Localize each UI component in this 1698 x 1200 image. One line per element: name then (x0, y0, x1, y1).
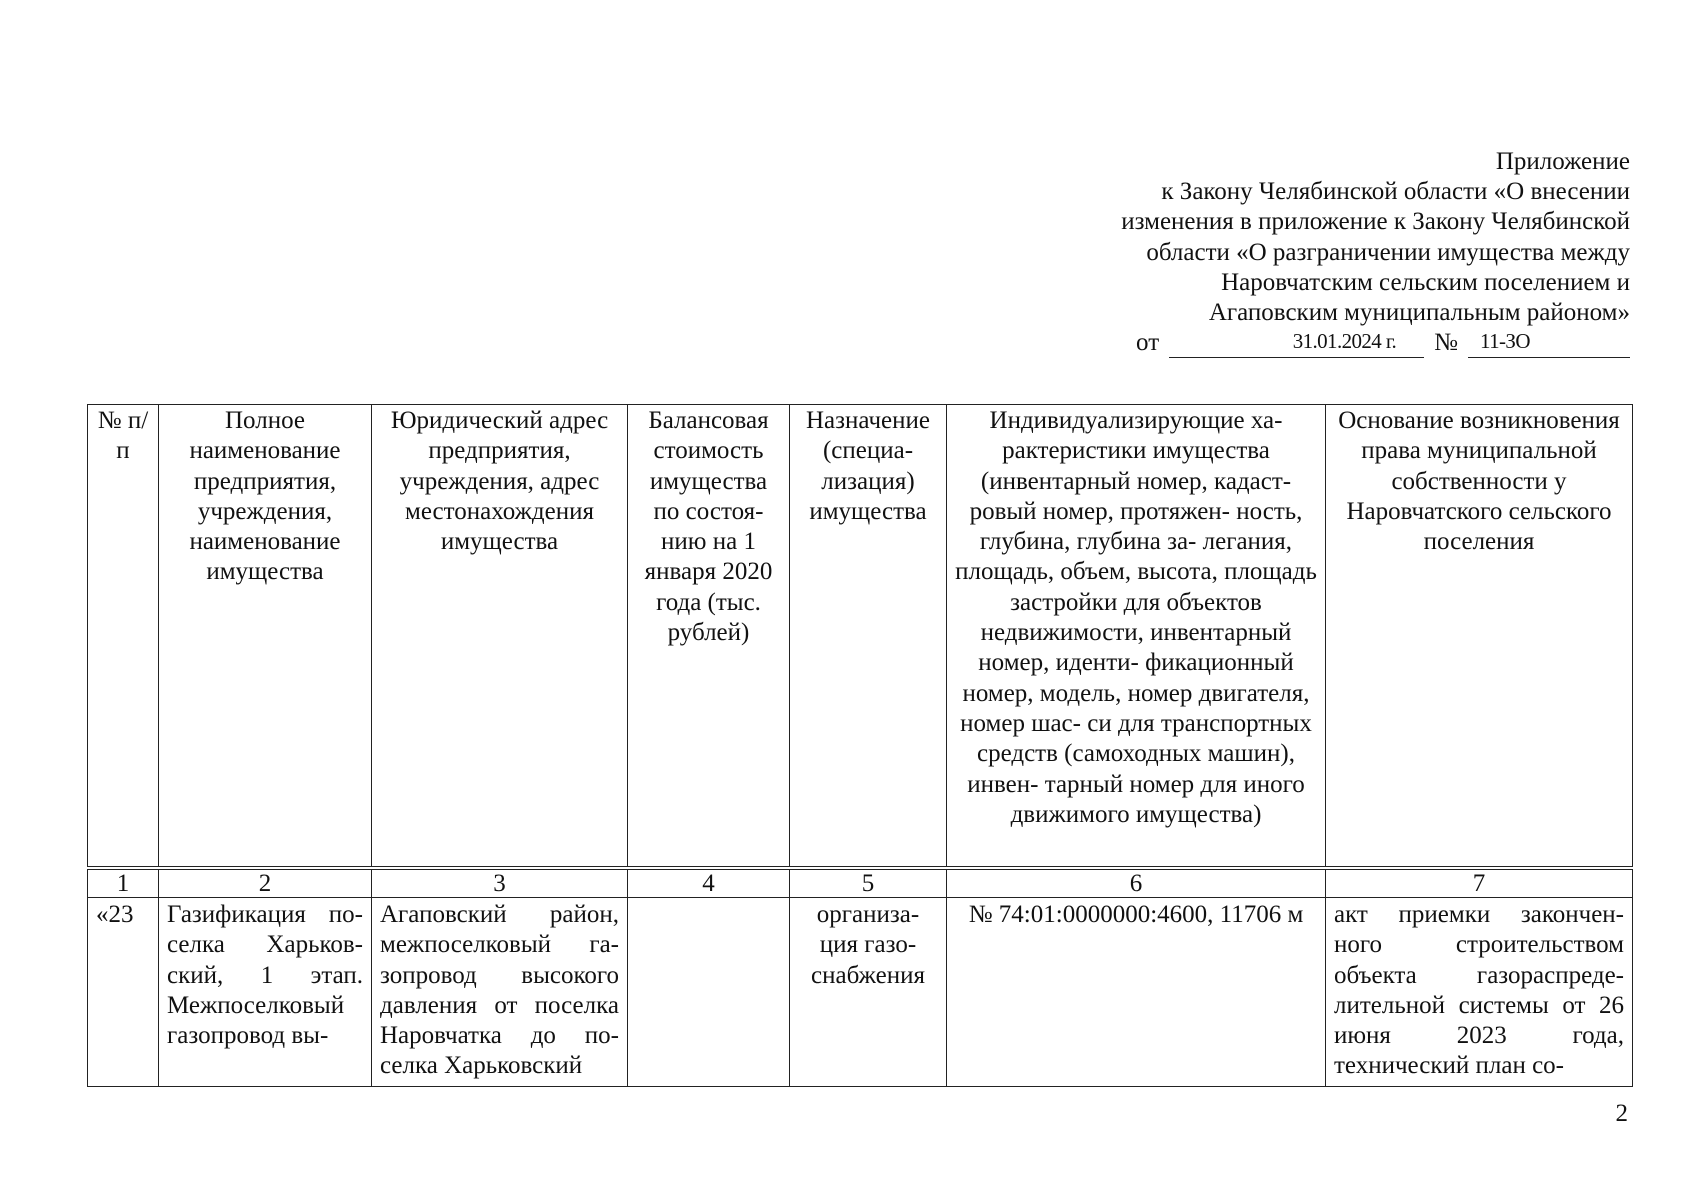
row-purpose-cell: организа- ция газо- снабжения (790, 898, 947, 1087)
column-number: 7 (1326, 868, 1633, 898)
appendix-line: Приложение (1495, 148, 1630, 175)
row-characteristics-cell: № 74:01:0000000:4600, 11706 м (947, 898, 1326, 1087)
number-label: № (1434, 329, 1458, 357)
row-name-cell: Газификация по- селка Харьков- ский, 1 этап. Межпоселковый газопровод вы- (159, 898, 372, 1087)
column-number-row (88, 868, 1633, 898)
header-cell-value: Балансовая стоимость имущества по состоя- нию на 1 января 2020 года (тыс. рублей) (628, 405, 790, 869)
header-cell-characteristics: Индивидуализирующие ха- рактеристики имущества (инвентарный номер, кадаст- ровый номер, протяжен- ность, глубина, глубина за- легания, площадь, объем, высота, площадь застройки для объектов недвижимости, инвентарный номер, иденти- фикационный номер, модель, номер двигателя, номер шас- си для транспортных средств (самоходных машин), инвен- тарный номер для иного движимого имущества) (947, 405, 1326, 869)
column-number: 1 (88, 868, 159, 898)
header-cell-number: № п/п (88, 405, 159, 869)
appendix-line: изменения в приложение к Закону Челябинской (1121, 208, 1630, 236)
table-header-row (88, 405, 1633, 869)
row-number-cell: «23 (88, 898, 159, 1087)
column-number: 2 (159, 868, 372, 898)
page-number: 2 (1615, 1100, 1628, 1127)
row-address-cell: Агаповский район, межпоселковый га- зопровод высокого давления от поселка Наровчатка до по- селка Харьковский (372, 898, 628, 1087)
header-cell-basis: Основание возникновения права муниципальной собственности у Наровчатского сельского поселения (1326, 405, 1633, 869)
number-value: 11-ЗО (1480, 329, 1530, 354)
header-cell-purpose: Назначение (специа- лизация) имущества (790, 405, 947, 869)
date-value: 31.01.2024 г. (1292, 329, 1397, 354)
number-field (1468, 329, 1630, 358)
appendix-heading (930, 147, 1630, 358)
header-cell-address: Юридический адрес предприятия, учреждения, адрес местонахождения имущества (372, 405, 628, 869)
appendix-line: к Закону Челябинской области «О внесении (1161, 178, 1630, 206)
row-basis-cell: акт приемки закончен- ного строительством объекта газораспреде- лительной системы от 26 июня 2023 года, технический план со- (1326, 898, 1633, 1087)
law-reference-line (930, 328, 1630, 358)
row-value-cell (628, 898, 790, 1087)
column-number: 4 (628, 868, 790, 898)
appendix-line: Наровчатским сельским поселением и (1221, 268, 1630, 296)
property-table (87, 404, 1633, 1087)
column-number: 6 (947, 868, 1326, 898)
table-row (88, 898, 1633, 1087)
column-number: 5 (790, 868, 947, 898)
date-field (1169, 329, 1424, 358)
appendix-line: области «О разграничении имущества между (1146, 238, 1630, 266)
from-label: от (1136, 329, 1160, 357)
appendix-line: Агаповским муниципальным районом» (1208, 299, 1630, 327)
column-number: 3 (372, 868, 628, 898)
header-cell-name: Полное наименование предприятия, учреждения, наименование имущества (159, 405, 372, 869)
